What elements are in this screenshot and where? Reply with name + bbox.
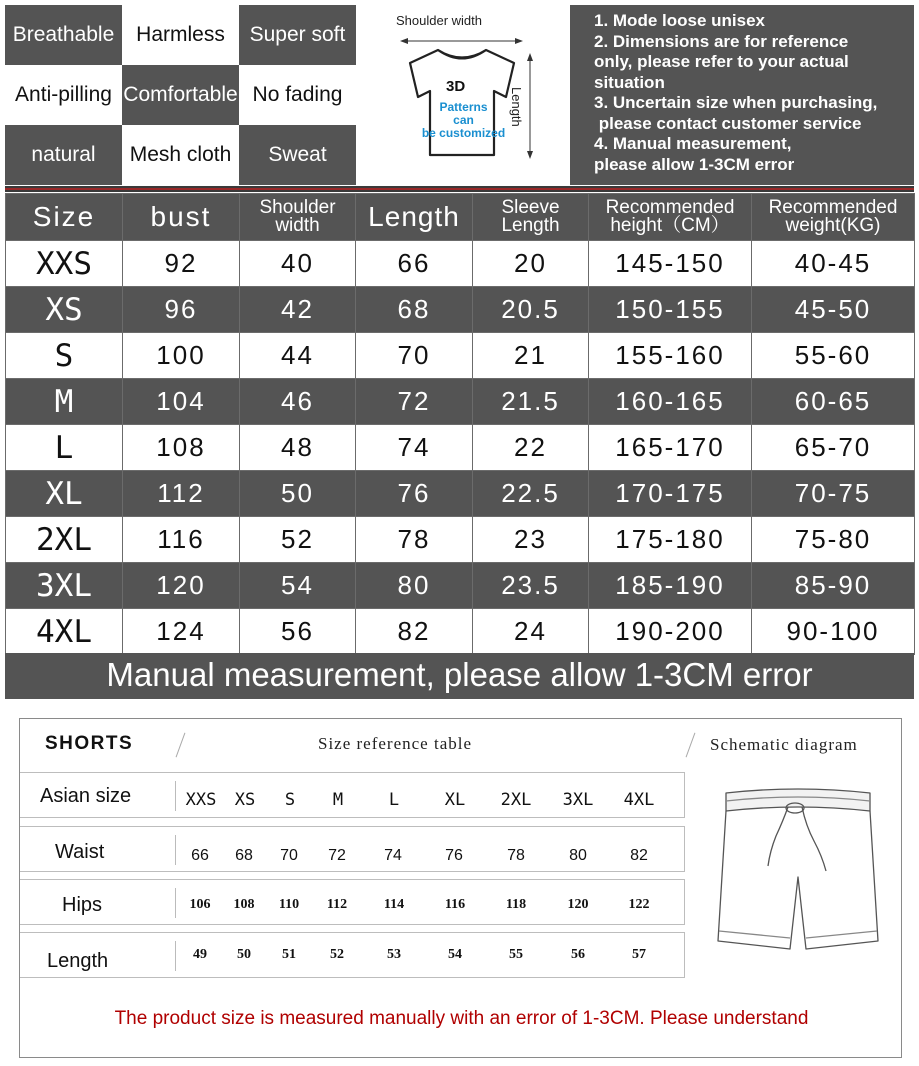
shorts-cell: 116	[444, 897, 466, 912]
table-cell: 55-60	[752, 333, 915, 379]
feature-natural: natural	[5, 125, 122, 185]
table-cell: 112	[123, 471, 240, 517]
length-label: Length	[509, 87, 524, 127]
size-cell: 3XL	[6, 563, 123, 609]
table-row	[6, 517, 915, 563]
table-cell: 145-150	[589, 241, 752, 287]
table-cell: 40-45	[752, 241, 915, 287]
table-row	[6, 563, 915, 609]
separator-line	[5, 188, 914, 190]
table-cell: 100	[123, 333, 240, 379]
feature-harmless: Harmless	[122, 5, 239, 65]
header-height: Recommended height（CM）	[589, 194, 752, 241]
table-cell: 85-90	[752, 563, 915, 609]
row-label: Asian size	[40, 785, 132, 807]
shorts-cell: 55	[509, 947, 523, 962]
header-weight: Recommended weight(KG)	[752, 194, 915, 241]
size-cell: XXS	[6, 241, 123, 287]
size-cell: XL	[6, 471, 123, 517]
size-chart-table	[5, 193, 915, 655]
table-cell: 76	[356, 471, 473, 517]
shorts-cell: 106	[189, 897, 211, 912]
row-label: Hips	[62, 894, 103, 916]
shorts-cell: 78	[507, 847, 525, 864]
shorts-cell: 122	[628, 897, 650, 912]
table-cell: 52	[240, 517, 356, 563]
note-line: situation	[594, 72, 665, 92]
table-cell: 160-165	[589, 379, 752, 425]
shorts-cell: 57	[632, 947, 646, 962]
size-cell: 4XL	[6, 609, 123, 655]
row-label: Length	[47, 950, 109, 972]
shorts-error-note: The product size is measured manually with an error of 1-3CM. Please understand	[114, 1008, 809, 1029]
notes-panel	[570, 5, 914, 185]
table-row	[6, 241, 915, 287]
shorts-cell: 49	[193, 947, 207, 962]
shorts-cell: 82	[630, 847, 648, 864]
patterns-line-3: be customized	[421, 126, 506, 140]
header-bust: bust	[123, 194, 240, 241]
table-cell: 75-80	[752, 517, 915, 563]
shorts-cell: 53	[387, 947, 401, 962]
shorts-cell: 112	[326, 897, 348, 912]
table-cell: 40	[240, 241, 356, 287]
size-cell: 2XL	[6, 517, 123, 563]
shorts-cell: 108	[233, 897, 255, 912]
shorts-row-length	[20, 932, 685, 978]
shorts-cell: L	[388, 790, 400, 810]
feature-comfortable: Comfortable	[122, 65, 239, 125]
table-header-row	[6, 194, 915, 241]
table-cell: 46	[240, 379, 356, 425]
shorts-cell: 110	[278, 897, 300, 912]
table-cell: 42	[240, 287, 356, 333]
table-cell: 21	[473, 333, 589, 379]
table-cell: 24	[473, 609, 589, 655]
table-cell: 170-175	[589, 471, 752, 517]
shorts-cell: 74	[384, 847, 402, 864]
note-line: please allow 1-3CM error	[594, 154, 795, 174]
feature-breathable: Breathable	[5, 5, 122, 65]
table-cell: 190-200	[589, 609, 752, 655]
table-cell: 70-75	[752, 471, 915, 517]
feature-anti-pilling: Anti-pilling	[5, 65, 122, 125]
shorts-cell: 66	[191, 847, 209, 864]
shorts-cell: XXS	[185, 790, 217, 810]
table-cell: 22	[473, 425, 589, 471]
schematic-title: Schematic diagram	[710, 735, 858, 754]
shorts-cell: M	[332, 790, 344, 810]
table-cell: 155-160	[589, 333, 752, 379]
shorts-cell: 76	[445, 847, 463, 864]
table-cell: 50	[240, 471, 356, 517]
note-line: only, please refer to your actual	[594, 52, 849, 71]
table-cell: 124	[123, 609, 240, 655]
shorts-cell: 50	[237, 947, 251, 962]
table-cell: 78	[356, 517, 473, 563]
tshirt-diagram	[356, 5, 570, 185]
shorts-cell: 54	[448, 947, 462, 962]
shorts-cell: 68	[235, 847, 253, 864]
feature-sweat: Sweat	[239, 125, 356, 185]
header-shoulder: Shoulder width	[240, 194, 356, 241]
table-cell: 65-70	[752, 425, 915, 471]
table-cell: 104	[123, 379, 240, 425]
table-cell: 74	[356, 425, 473, 471]
size-cell: S	[6, 333, 123, 379]
table-cell: 108	[123, 425, 240, 471]
shorts-cell: 4XL	[623, 790, 655, 810]
shorts-cell: 114	[383, 897, 405, 912]
header-size: Size	[6, 194, 123, 241]
note-line: please contact customer service	[594, 113, 862, 133]
shorts-cell: XL	[444, 790, 466, 810]
table-cell: 68	[356, 287, 473, 333]
note-line: 1. Mode loose unisex	[594, 11, 765, 30]
shorts-cell: 56	[571, 947, 585, 962]
table-row	[6, 333, 915, 379]
table-row	[6, 609, 915, 655]
table-cell: 175-180	[589, 517, 752, 563]
note-line: 4. Manual measurement,	[594, 134, 792, 153]
table-cell: 44	[240, 333, 356, 379]
row-label: Waist	[55, 841, 105, 863]
shorts-cell: 70	[280, 847, 298, 864]
shorts-cell: XS	[234, 790, 256, 810]
header-sleeve: Sleeve Length	[473, 194, 589, 241]
table-row	[6, 379, 915, 425]
note-line: 3. Uncertain size when purchasing,	[594, 93, 878, 112]
table-cell: 20	[473, 241, 589, 287]
table-cell: 90-100	[752, 609, 915, 655]
patterns-line-1: Patterns	[439, 100, 488, 114]
table-cell: 70	[356, 333, 473, 379]
table-cell: 92	[123, 241, 240, 287]
shorts-row-waist	[20, 826, 685, 872]
table-cell: 20.5	[473, 287, 589, 333]
shorts-cell: S	[284, 790, 296, 810]
table-cell: 48	[240, 425, 356, 471]
shorts-size-panel	[19, 718, 902, 1058]
shorts-cell: 51	[282, 947, 296, 962]
size-reference-title: Size reference table	[318, 734, 473, 753]
table-cell: 56	[240, 609, 356, 655]
shorts-cell: 72	[328, 847, 346, 864]
table-cell: 120	[123, 563, 240, 609]
title-divider	[686, 733, 696, 758]
shorts-cell: 80	[569, 847, 587, 864]
custom-patterns-text	[416, 101, 511, 140]
measurement-footnote: Manual measurement, please allow 1-3CM error	[5, 653, 914, 699]
shorts-cell: 120	[567, 897, 589, 912]
table-row	[6, 471, 915, 517]
table-cell: 60-65	[752, 379, 915, 425]
table-cell: 72	[356, 379, 473, 425]
size-cell: XS	[6, 287, 123, 333]
table-cell: 96	[123, 287, 240, 333]
shorts-cell: 52	[330, 947, 344, 962]
table-cell: 82	[356, 609, 473, 655]
feature-mesh-cloth: Mesh cloth	[122, 125, 239, 185]
table-cell: 80	[356, 563, 473, 609]
table-cell: 165-170	[589, 425, 752, 471]
table-row	[6, 287, 915, 333]
table-cell: 66	[356, 241, 473, 287]
tshirt-icon	[356, 5, 570, 185]
table-cell: 45-50	[752, 287, 915, 333]
patterns-line-2: can	[453, 113, 474, 127]
shorts-cell: 3XL	[562, 790, 594, 810]
feature-super-soft: Super soft	[239, 5, 356, 65]
shorts-icon	[698, 781, 898, 961]
table-cell: 54	[240, 563, 356, 609]
header-length: Length	[356, 194, 473, 241]
table-cell: 22.5	[473, 471, 589, 517]
feature-grid	[5, 5, 356, 185]
table-cell: 23	[473, 517, 589, 563]
note-line: 2. Dimensions are for reference	[594, 31, 849, 51]
shorts-title: SHORTS	[45, 733, 134, 754]
table-cell: 23.5	[473, 563, 589, 609]
shoulder-width-label: Shoulder width	[396, 13, 482, 28]
table-cell: 21.5	[473, 379, 589, 425]
shorts-row-hips	[20, 879, 685, 925]
table-cell: 150-155	[589, 287, 752, 333]
size-cell: M	[6, 379, 123, 425]
table-cell: 185-190	[589, 563, 752, 609]
shorts-row-size	[20, 772, 685, 818]
feature-no-fading: No fading	[239, 65, 356, 125]
table-cell: 116	[123, 517, 240, 563]
3d-badge: 3D	[446, 78, 466, 95]
shorts-cell: 2XL	[500, 790, 532, 810]
table-row	[6, 425, 915, 471]
shorts-cell: 118	[505, 897, 527, 912]
title-divider	[176, 733, 186, 758]
size-cell: L	[6, 425, 123, 471]
